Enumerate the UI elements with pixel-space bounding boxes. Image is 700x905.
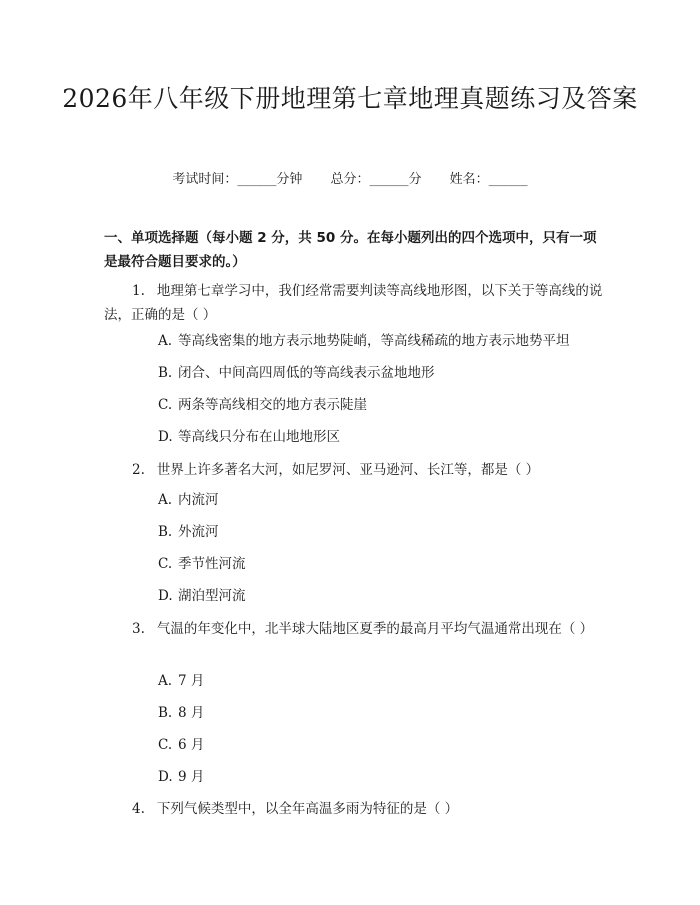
option-1d bbox=[158, 427, 598, 447]
option-letter: D. bbox=[158, 429, 173, 445]
question-2 bbox=[104, 458, 604, 482]
question-number: 4. bbox=[132, 801, 145, 817]
option-3b bbox=[158, 703, 598, 723]
option-text: 7 月 bbox=[178, 673, 205, 689]
option-text: 8 月 bbox=[178, 705, 205, 721]
option-letter: B. bbox=[158, 524, 173, 540]
option-2b bbox=[158, 522, 598, 542]
option-3d bbox=[158, 767, 598, 787]
option-text: 等高线只分布在山地地形区 bbox=[178, 429, 340, 445]
exam-meta bbox=[0, 168, 700, 187]
question-1 bbox=[104, 279, 604, 327]
option-text: 湖泊型河流 bbox=[178, 588, 246, 604]
question-3 bbox=[104, 617, 604, 641]
option-letter: C. bbox=[158, 556, 173, 572]
option-text: 季节性河流 bbox=[178, 556, 246, 572]
option-text: 6 月 bbox=[178, 737, 205, 753]
question-number: 3. bbox=[132, 621, 145, 637]
option-letter: C. bbox=[158, 397, 173, 413]
option-2d bbox=[158, 586, 598, 606]
option-text: 9 月 bbox=[178, 769, 205, 785]
option-letter: D. bbox=[158, 588, 173, 604]
document-title: 2026年八年级下册地理第七章地理真题练习及答案 bbox=[62, 84, 638, 113]
question-text: 下列气候类型中，以全年高温多雨为特征的是（ ） bbox=[156, 801, 459, 817]
option-letter: D. bbox=[158, 769, 173, 785]
total-score: 总分：______分 bbox=[330, 172, 422, 187]
option-letter: B. bbox=[158, 365, 173, 381]
option-3a bbox=[158, 671, 598, 691]
option-text: 内流河 bbox=[178, 492, 219, 508]
option-2a bbox=[158, 490, 598, 510]
option-1a bbox=[158, 331, 598, 351]
option-letter: A. bbox=[158, 673, 173, 689]
option-1c bbox=[158, 395, 598, 415]
option-text: 闭合、中间高四周低的等高线表示盆地地形 bbox=[178, 365, 435, 381]
question-text: 地理第七章学习中，我们经常需要判读等高线地形图，以下关于等高线的说法，正确的是（ ） bbox=[104, 283, 603, 323]
option-text: 等高线密集的地方表示地势陡峭，等高线稀疏的地方表示地势平坦 bbox=[178, 333, 570, 349]
option-1b bbox=[158, 363, 598, 383]
option-letter: A. bbox=[158, 492, 173, 508]
question-text: 气温的年变化中，北半球大陆地区夏季的最高月平均气温通常出现在（ ） bbox=[156, 621, 594, 637]
option-3c bbox=[158, 735, 598, 755]
section-heading: 一、单项选择题（每小题 2 分，共 50 分。在每小题列出的四个选项中，只有一项是最符合题目要求的。） bbox=[104, 230, 597, 270]
option-letter: A. bbox=[158, 333, 173, 349]
exam-time: 考试时间：______分钟 bbox=[172, 172, 303, 187]
question-number: 1. bbox=[132, 283, 145, 299]
option-text: 外流河 bbox=[178, 524, 219, 540]
question-4 bbox=[104, 797, 604, 821]
option-letter: C. bbox=[158, 737, 173, 753]
option-text: 两条等高线相交的地方表示陡崖 bbox=[178, 397, 367, 413]
question-text: 世界上许多著名大河，如尼罗河、亚马逊河、长江等，都是（ ） bbox=[156, 462, 540, 478]
student-name: 姓名：______ bbox=[449, 172, 528, 187]
option-letter: B. bbox=[158, 705, 173, 721]
question-number: 2. bbox=[132, 462, 145, 478]
option-2c bbox=[158, 554, 598, 574]
